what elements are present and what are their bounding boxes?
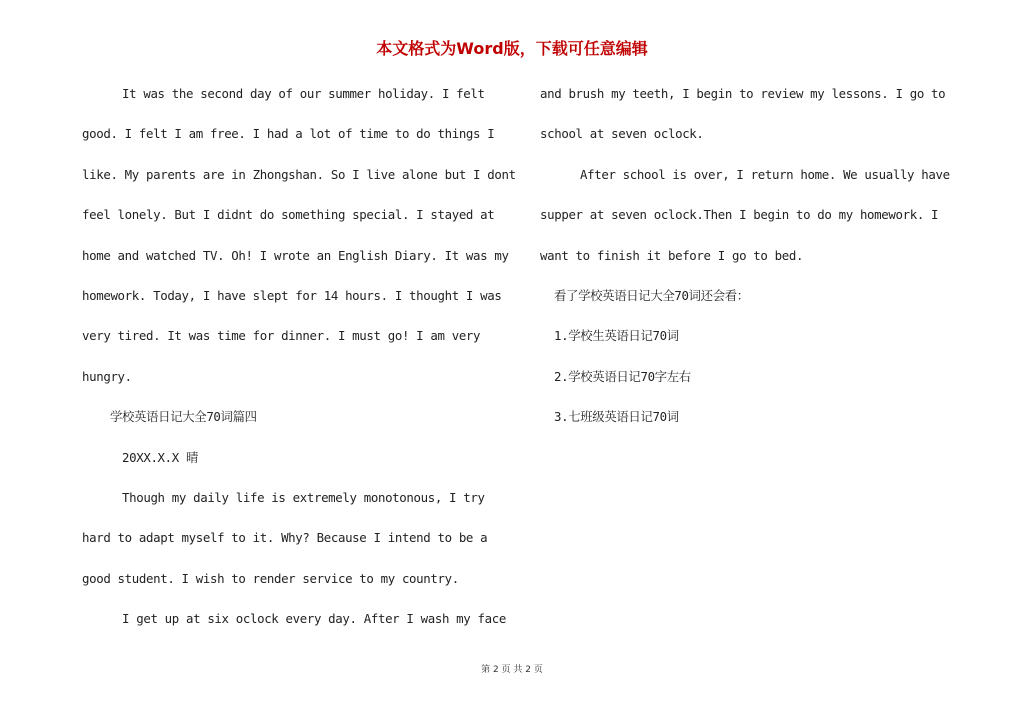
paragraph-line: school at seven oclock. <box>540 126 704 142</box>
paragraph-line: homework. Today, I have slept for 14 hours. I thought I was <box>82 287 502 303</box>
related-articles-heading: 看了学校英语日记大全70词还会看： <box>554 287 749 303</box>
paragraph-line: I get up at six oclock every day. After I wash my face <box>122 611 506 627</box>
related-article-link: 1.学校生英语日记70词 <box>554 328 679 344</box>
page-number-footer: 第 2 页 共 2 页 <box>481 665 543 675</box>
paragraph-line: and brush my teeth, I begin to review my lessons. I go to <box>540 86 946 101</box>
right-text-column <box>540 84 950 448</box>
paragraph-line: It was the second day of our summer holiday. I felt <box>122 86 485 101</box>
paragraph-line: hard to adapt myself to it. Why? Because I intend to be a <box>82 530 488 546</box>
paragraph-line: supper at seven oclock.Then I begin to do my homework. I <box>540 207 939 223</box>
paragraph-line: like. My parents are in Zhongshan. So I live alone but I dont <box>82 166 516 182</box>
paragraph-line: feel lonely. But I didnt do something special. I stayed at <box>82 207 495 223</box>
related-article-link: 2.学校英语日记70字左右 <box>554 368 691 384</box>
section-heading: 学校英语日记大全70词篇四 <box>110 409 257 425</box>
paragraph-line: After school is over, I return home. We usually have <box>580 166 950 182</box>
paragraph-line: good. I felt I am free. I had a lot of time to do things I <box>82 126 495 142</box>
paragraph-line: good student. I wish to render service to my country. <box>82 570 459 586</box>
paragraph-line: very tired. It was time for dinner. I must go! I am very <box>82 328 481 344</box>
paragraph-line: Though my daily life is extremely monotonous, I try <box>122 489 485 505</box>
diary-date-line: 20XX.X.X 晴 <box>122 449 199 465</box>
related-article-link: 3.七班级英语日记70词 <box>554 409 679 425</box>
paragraph-line: want to finish it before I go to bed. <box>540 247 804 263</box>
paragraph-line: hungry. <box>82 368 132 384</box>
paragraph-line: home and watched TV. Oh! I wrote an English Diary. It was my <box>82 247 509 263</box>
left-text-column <box>82 84 516 649</box>
document-header-title: 本文格式为Word版，下载可任意编辑 <box>376 39 648 58</box>
